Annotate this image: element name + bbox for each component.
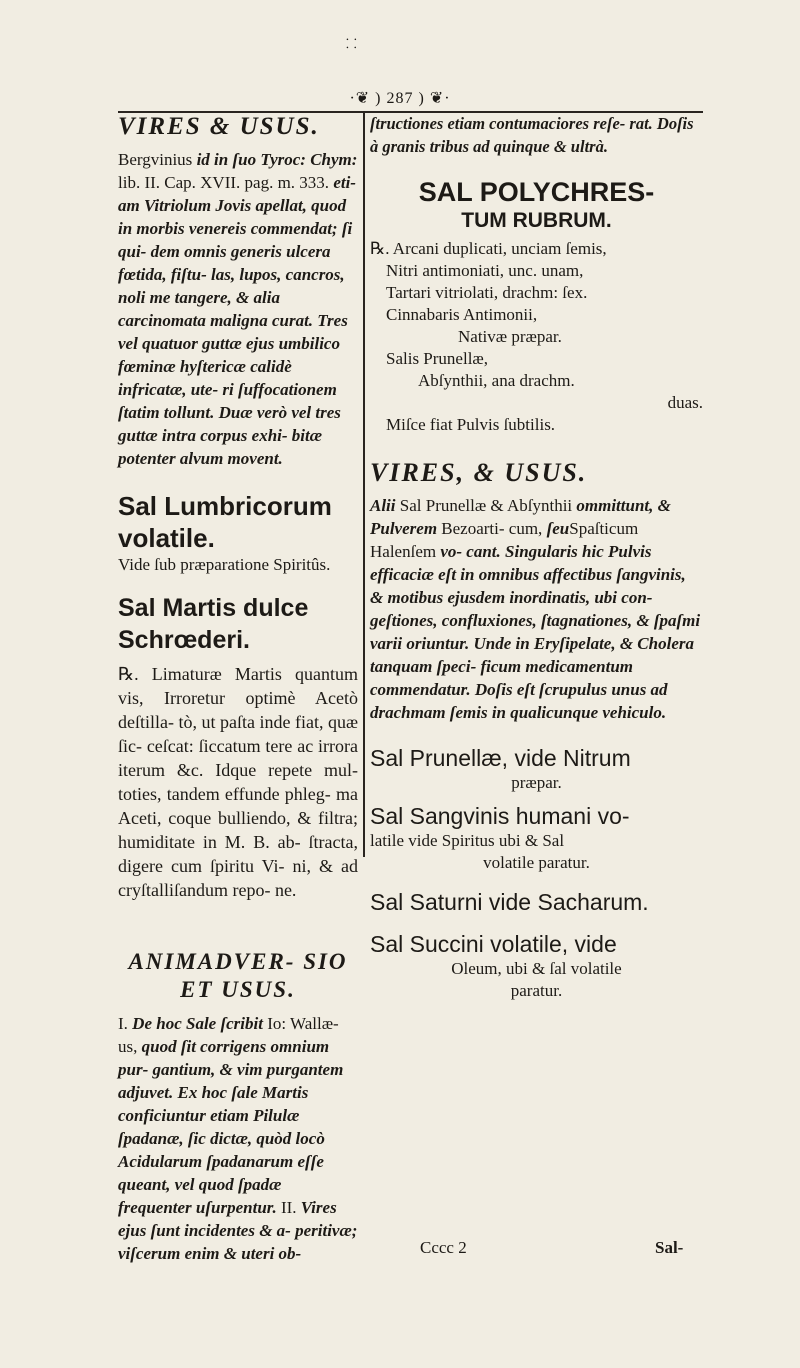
text-run: ommittunt, & Pulverem (370, 496, 671, 538)
recipe-line: Abſynthii, ana drachm. (418, 371, 575, 390)
recipe-line: Miſce fiat Pulvis ſubtilis. (386, 415, 556, 434)
catchword: Sal- (655, 1238, 684, 1257)
recipe-polychrestum (370, 238, 703, 436)
text-run: Vitriolum Jovis apellat, quod in morbis venereis commendat; ſi qui- dem omnis generis ulcera fœtida, fiſtu- las, lupos, cancros, noli me tangere, & alia carcinomata maligna curat. Tres vel quatuor guttæ ejus umbilico fœminæ hyſtericæ calidè infricatæ, ute- ri ſuffocationem ſtatim tollunt. Duæ verò vel tres guttæ intra corpus exhi- bitæ potenter alvum movent. (118, 196, 353, 468)
section-heading-animadversio: ANIMADVER- SIO ET USUS. (128, 949, 348, 1002)
section-heading-sal-polychrestum-line1: SAL POLYCHRES- (418, 177, 655, 207)
text-run: Sal Prunellæ & Abſynthii (395, 496, 577, 515)
text-run: Spaſticum Halenſem (370, 519, 639, 561)
recipe-line: ℞. Arcani duplicati, unciam ſemis, (370, 239, 607, 258)
text-run: vo- cant. Singularis hic Pulvis efficaciæ eſt in omnibus affectibus ſangvinis, & motibus ejusdem inordinatis, ubi con- geſtiones, confluxiones, ſtagnationes, & ſpaſmi varii oriuntur. Unde in Eryſipelate, & Cholera tanquam ſpeci- ficum medicamentum commendatur. Doſis eſt ſcrupulus unus ad drachmam ſemis in qualicunque vehiculo. (370, 542, 701, 722)
section-heading-sal-polychrestum-line2: TUM RUBRUM. (461, 209, 612, 232)
recipe-line: Nitri antimoniati, unc. unam, (386, 261, 584, 280)
text-run: eti- am (118, 173, 356, 215)
section-heading-sal-martis: Sal Martis dulce Schrœderi. (118, 594, 309, 654)
paragraph-wallaeus (118, 1012, 358, 1265)
text-run: lib. II. Cap. XVII. pag. m. 333. (118, 173, 334, 192)
entry-sal-sangvinis-cont: latile vide Spiritus ubi & Sal (370, 831, 565, 850)
text-run: Io: Wallæ- us, (118, 1014, 339, 1056)
text-run: Alii (370, 496, 396, 515)
recipe-line: Cinnabaris Antimonii, (386, 305, 538, 324)
text-run: quod ſit corrigens omnium pur- gantium, & vim purgantem adjuvet. Ex hoc ſale Martis conficiuntur etiam Pilulæ ſpadanæ, ſic dictæ, quòd locò Acidularum ſpadanarum eſſe queant, vel quod ſpadæ frequenter uſurpentur. (118, 1037, 344, 1217)
cross-reference-list (370, 744, 703, 1002)
entry-sal-succini-cont: Oleum, ubi & ſal volatile (451, 959, 622, 978)
recipe-line: Salis Prunellæ, (386, 349, 489, 368)
text-run: id in ſuo Tyroc: Chym: (196, 150, 358, 169)
entry-sal-prunellae-cont: præpar. (511, 773, 562, 792)
text-run: Bergvinius (118, 150, 197, 169)
text-run: I. (118, 1014, 133, 1033)
page-number: ·❦ ) 287 ) ❦· (349, 90, 451, 107)
section-heading-vires-usus: VIRES & USUS. (118, 113, 320, 140)
cross-reference-lumbricorum: Vide ſub præparatione Spiritûs. (118, 555, 331, 574)
right-column (370, 112, 703, 1002)
recipe-line: Tartari vitriolati, drachm: ſex. (386, 283, 588, 302)
entry-sal-sangvinis: Sal Sangvinis humani vo- (370, 803, 630, 829)
signature-mark: Cccc 2 (420, 1238, 467, 1257)
entry-sal-saturni: Sal Saturni vide Sacharum. (370, 889, 649, 915)
paragraph-sal-martis-recipe: ℞. Limaturæ Martis quantum vis, Irroretur optimè Acetò deſtilla- tò, ut paſta inde fiat, quæ ſic- ceſcat: ſiccatum tere ac irrora iterum &c. Idque repete mul- toties, tandem effunde phleg- ma Aceti, coque bulliendo, & filtra; humiditate in M. B. ab- ſtracta, digere cum ſpiritu Vi- ni, & ad cryſtalliſandum repo- ne. (118, 664, 358, 900)
entry-sal-succini: Sal Succini volatile, vide (370, 931, 617, 957)
entry-sal-prunellae: Sal Prunellæ, vide Nitrum (370, 745, 631, 771)
column-rule (363, 112, 365, 857)
text-run: Vires ejus ſunt incidentes & a- peritivæ; viſcerum enim & uteri ob- (118, 1198, 358, 1263)
text-run: II. (276, 1198, 301, 1217)
entry-sal-succini-cont2: paratur. (510, 981, 563, 1000)
paragraph-bergvinius (118, 148, 358, 470)
recipe-line: Nativæ præpar. (458, 327, 562, 346)
ink-speck-mark: ⸬ (346, 36, 357, 51)
entry-sal-sangvinis-cont2: volatile paratur. (483, 853, 590, 872)
section-heading-sal-lumbricorum: Sal Lumbricorum volatile. (118, 491, 332, 553)
paragraph-continued-obstructiones: ſtructiones etiam contumaciores reſe- rat. Doſis à granis tribus ad quinque & ultrà. (370, 114, 694, 156)
left-column (118, 112, 358, 1265)
paragraph-alii-sal-prunellae (370, 494, 703, 724)
text-run: ſeu (546, 519, 570, 538)
text-run: Bezoarti- cum, (437, 519, 547, 538)
section-heading-vires-usus-right: VIRES, & USUS. (370, 458, 588, 487)
recipe-line: duas. (667, 393, 703, 412)
text-run: De hoc Sale ſcribit (132, 1014, 263, 1033)
